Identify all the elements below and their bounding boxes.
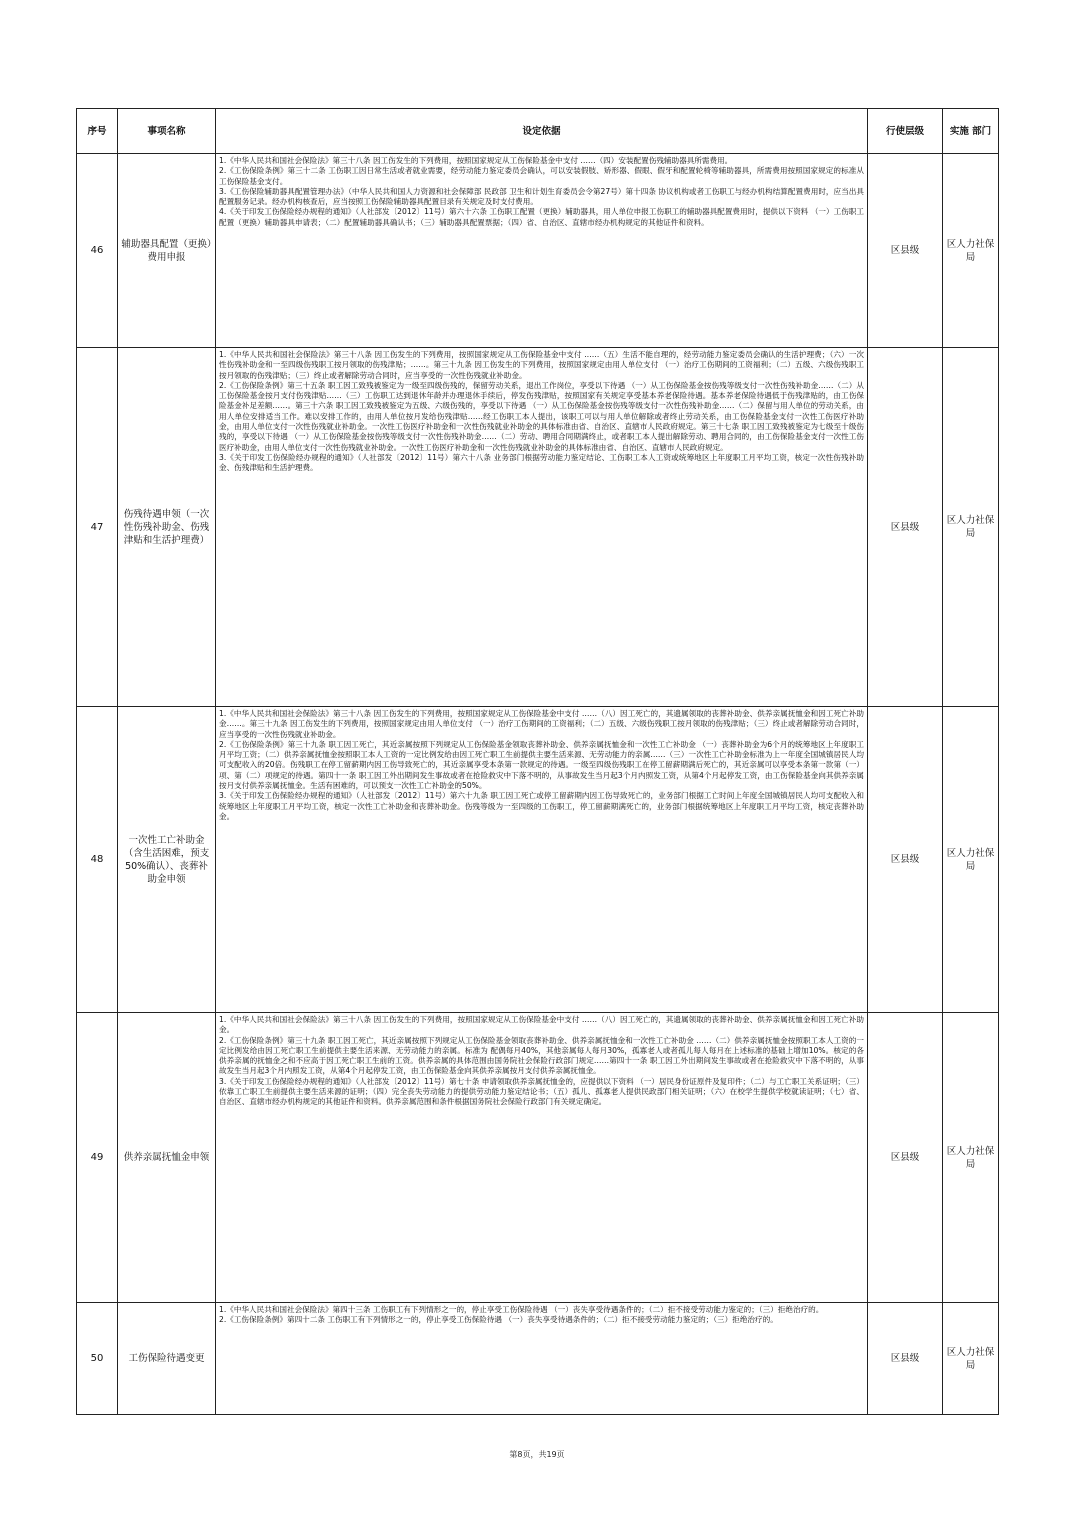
item-name: 伤残待遇申领（一次性伤残补助金、伤残津贴和生活护理费）	[118, 348, 216, 707]
header-basis: 设定依据	[216, 109, 868, 154]
table-header-row	[77, 109, 999, 154]
legal-basis-paragraph: 2.《工伤保险条例》第三十五条 职工因工致残被鉴定为一级至四级伤残的，保留劳动关系，退出工作岗位，享受以下待遇 （一）从工伤保险基金按伤残等级支付一次性伤残补助金……（二）从工伤保险基金按月支付伤残津贴……（三）工伤职工达到退休年龄并办理退休手续后，停发伤残津贴，按照国家有关规定享受基本养老保险待遇。基本养老保险待遇低于伤残津贴的，由工伤保险基金补足差额……。第三十六条 职工因工致残被鉴定为五级、六级伤残的，享受以下待遇 （一）从工伤保险基金按伤残等级支付一次性伤残补助金……（二）保留与用人单位的劳动关系，由用人单位安排适当工作。难以安排工作的，由用人单位按月发给伤残津贴……经工伤职工本人提出，该职工可以与用人单位解除或者终止劳动关系，由工伤保险基金支付一次性工伤医疗补助金，由用人单位支付一次性伤残就业补助金。一次性工伤医疗补助金和一次性伤残就业补助金的具体标准由省、自治区、直辖市人民政府规定。第三十七条 职工因工致残被鉴定为七级至十级伤残的，享受以下待遇 （一）从工伤保险基金按伤残等级支付一次性伤残补助金……（二）劳动、聘用合同期满终止，或者职工本人提出解除劳动、聘用合同的，由工伤保险基金支付一次性工伤医疗补助金，由用人单位支付一次性伤残就业补助金。一次性工伤医疗补助金和一次性伤残就业补助金的具体标准由省、自治区、直辖市人民政府规定。	[219, 380, 864, 452]
row-number: 47	[77, 348, 118, 707]
header-name: 事项名称	[118, 109, 216, 154]
implementing-dept: 区人力社保局	[943, 154, 999, 348]
legal-basis-paragraph: 1.《中华人民共和国社会保险法》第三十八条 因工伤发生的下列费用，按照国家规定从工伤保险基金中支付 ……（八）因工死亡的，其遗属领取的丧葬补助金、供养亲属抚恤金和因工死亡补助金。	[219, 1015, 864, 1035]
item-name: 一次性工亡补助金（含生活困难，预支50%确认）、丧葬补助金申领	[118, 707, 216, 1013]
page-footer: 第8页，共19页	[509, 1450, 565, 1459]
exercise-level: 区县级	[868, 1303, 943, 1415]
legal-basis-paragraph: 1.《中华人民共和国社会保险法》第三十八条 因工伤发生的下列费用，按照国家规定从工伤保险基金中支付 ……（四）安装配置伤残辅助器具所需费用。	[219, 156, 733, 165]
row-number: 50	[77, 1303, 118, 1415]
implementing-dept: 区人力社保局	[943, 1013, 999, 1303]
legal-basis-cell	[216, 707, 868, 1013]
header-no: 序号	[77, 109, 118, 154]
table-row	[77, 707, 999, 1013]
table-row	[77, 154, 999, 348]
legal-basis-paragraph: 4.《关于印发工伤保险经办规程的通知》（人社部发〔2012〕11号）第六十六条 工伤职工配置（更换）辅助器具，用人单位申报工伤职工的辅助器具配置费用时，提供以下资料 （一）工伤职工配置（更换）辅助器具申请表；（二）配置辅助器具确认书；（三）辅助器具配置票据；（四）省、自治区、直辖市经办机构规定的其他证件和资料。	[219, 207, 864, 227]
legal-basis-paragraph: 3.《工伤保险辅助器具配置管理办法》（中华人民共和国人力资源和社会保障部 民政部 卫生和计划生育委员会令第27号）第十四条 协议机构或者工伤职工与经办机构结算配置费用时，应当出具配置服务记录。经办机构核查后，应当按照工伤保险辅助器具配置目录有关规定及时支付费用。	[219, 186, 864, 207]
legal-basis-paragraph: 1.《中华人民共和国社会保险法》第三十八条 因工伤发生的下列费用，按照国家规定从工伤保险基金中支付 ……（五）生活不能自理的，经劳动能力鉴定委员会确认的生活护理费；（六）一次性伤残补助金和一至四级伤残职工按月领取的伤残津贴；……。第三十九条 因工伤发生的下列费用，按照国家规定由用人单位支付 （一）治疗工伤期间的工资福利；（二）五级、六级伤残职工按月领取的伤残津贴；（三）终止或者解除劳动合同时，应当享受的一次性伤残就业补助金。	[219, 350, 864, 380]
item-name: 供养亲属抚恤金申领	[118, 1013, 216, 1303]
exercise-level: 区县级	[868, 348, 943, 707]
legal-basis-paragraph: 3.《关于印发工伤保险经办规程的通知》（人社部发〔2012〕11号）第六十九条 职工因工死亡或停工留薪期内因工伤导致死亡的，业务部门根据工亡时间上年度全国城镇居民人均可支配收入和统筹地区上年度职工月平均工资，核定一次性工亡补助金和丧葬补助金。伤残等级为一至四级的工伤职工，停工留薪期满死亡的，业务部门根据统筹地区上年度职工月平均工资，核定丧葬补助金。	[219, 791, 864, 821]
row-number: 49	[77, 1013, 118, 1303]
row-number: 46	[77, 154, 118, 348]
implementing-dept: 区人力社保局	[943, 1303, 999, 1415]
legal-basis-paragraph: 3.《关于印发工伤保险经办规程的通知》（人社部发〔2012〕11号）第六十八条 业务部门根据劳动能力鉴定结论、工伤职工本人工资或统筹地区上年度职工月平均工资，核定一次性伤残补助金、伤残津贴和生活护理费。	[219, 452, 864, 473]
header-level: 行使层级	[868, 109, 943, 154]
implementing-dept: 区人力社保局	[943, 348, 999, 707]
table-row	[77, 348, 999, 707]
exercise-level: 区县级	[868, 707, 943, 1013]
legal-basis-cell	[216, 154, 868, 348]
legal-basis-cell	[216, 1303, 868, 1415]
row-number: 48	[77, 707, 118, 1013]
legal-basis-paragraph: 2.《工伤保险条例》第四十二条 工伤职工有下列情形之一的，停止享受工伤保险待遇 （一）丧失享受待遇条件的；（二）拒不接受劳动能力鉴定的；（三）拒绝治疗的。	[219, 1315, 778, 1325]
items-table	[76, 108, 999, 1415]
legal-basis-paragraph: 2.《工伤保险条例》第三十九条 职工因工死亡，其近亲属按照下列规定从工伤保险基金领取丧葬补助金、供养亲属抚恤金和一次性工亡补助金 ……（二）供养亲属抚恤金按照职工本人工资的一定比例发给由因工死亡职工生前提供主要生活来源、无劳动能力的亲属。标准为 配偶每月40%，其他亲属每人每月30%，孤寡老人或者孤儿每人每月在上述标准的基础上增加10%。核定的各供养亲属的抚恤金之和不应高于因工死亡职工生前的工资。供养亲属的具体范围由国务院社会保险行政部门规定……第四十一条 职工因工外出期间发生事故或者在抢险救灾中下落不明的，从事故发生当月起3个月内照发工资，从第4个月起停发工资，由工伤保险基金向其供养亲属按月支付供养亲属抚恤金。	[219, 1035, 864, 1076]
exercise-level: 区县级	[868, 1013, 943, 1303]
item-name: 工伤保险待遇变更	[118, 1303, 216, 1415]
table-row	[77, 1303, 999, 1415]
legal-basis-cell	[216, 1013, 868, 1303]
legal-basis-paragraph: 2.《工伤保险条例》第三十九条 职工因工死亡，其近亲属按照下列规定从工伤保险基金领取丧葬补助金、供养亲属抚恤金和一次性工亡补助金 （一）丧葬补助金为6个月的统筹地区上年度职工月平均工资；（二）供养亲属抚恤金按照职工本人工资的一定比例发给由因工死亡职工生前提供主要生活来源、无劳动能力的亲属……（三）一次性工亡补助金标准为上一年度全国城镇居民人均可支配收入的20倍。伤残职工在停工留薪期内因工伤导致死亡的，其近亲属享受本条第一款规定的待遇。一级至四级伤残职工在停工留薪期满后死亡的，其近亲属可以享受本条第一款第（一）项、第（二）项规定的待遇。第四十一条 职工因工外出期间发生事故或者在抢险救灾中下落不明的，从事故发生当月起3个月内照发工资，从第4个月起停发工资，由工伤保险基金向其供养亲属按月支付供养亲属抚恤金。生活有困难的，可以预支一次性工亡补助金的50%。	[219, 739, 864, 791]
implementing-dept: 区人力社保局	[943, 707, 999, 1013]
item-name: 辅助器具配置（更换）费用申报	[118, 154, 216, 348]
legal-basis-cell	[216, 348, 868, 707]
legal-basis-paragraph: 3.《关于印发工伤保险经办规程的通知》（人社部发〔2012〕11号）第七十条 申请领取供养亲属抚恤金的，应提供以下资料 （一）居民身份证原件及复印件；（二）与工亡职工关系证明；（三）依靠工亡职工生前提供主要生活来源的证明；（四）完全丧失劳动能力的提供劳动能力鉴定结论书；（五）孤儿、孤寡老人提供民政部门相关证明；（六）在校学生提供学校就读证明；（七）省、自治区、直辖市经办机构规定的其他证件和资料。供养亲属范围和条件根据国务院社会保险行政部门有关规定确定。	[219, 1076, 864, 1107]
legal-basis-paragraph: 1.《中华人民共和国社会保险法》第三十八条 因工伤发生的下列费用，按照国家规定从工伤保险基金中支付 ……（八）因工死亡的，其遗属领取的丧葬补助金、供养亲属抚恤金和因工死亡补助金……。第三十九条 因工伤发生的下列费用，按照国家规定由用人单位支付 （一）治疗工伤期间的工资福利；（二）五级、六级伤残职工按月领取的伤残津贴；（三）终止或者解除劳动合同时，应当享受的一次性伤残就业补助金。	[219, 709, 864, 739]
legal-basis-paragraph: 2.《工伤保险条例》第三十二条 工伤职工因日常生活或者就业需要，经劳动能力鉴定委员会确认，可以安装假肢、矫形器、假眼、假牙和配置轮椅等辅助器具，所需费用按照国家规定的标准从工伤保险基金支付。	[219, 166, 864, 186]
header-dept: 实施 部门	[943, 109, 999, 154]
legal-basis-paragraph: 1.《中华人民共和国社会保险法》第四十三条 工伤职工有下列情形之一的，停止享受工伤保险待遇 （一）丧失享受待遇条件的；（二）拒不接受劳动能力鉴定的；（三）拒绝治疗的。	[219, 1305, 824, 1314]
exercise-level: 区县级	[868, 154, 943, 348]
table-row	[77, 1013, 999, 1303]
